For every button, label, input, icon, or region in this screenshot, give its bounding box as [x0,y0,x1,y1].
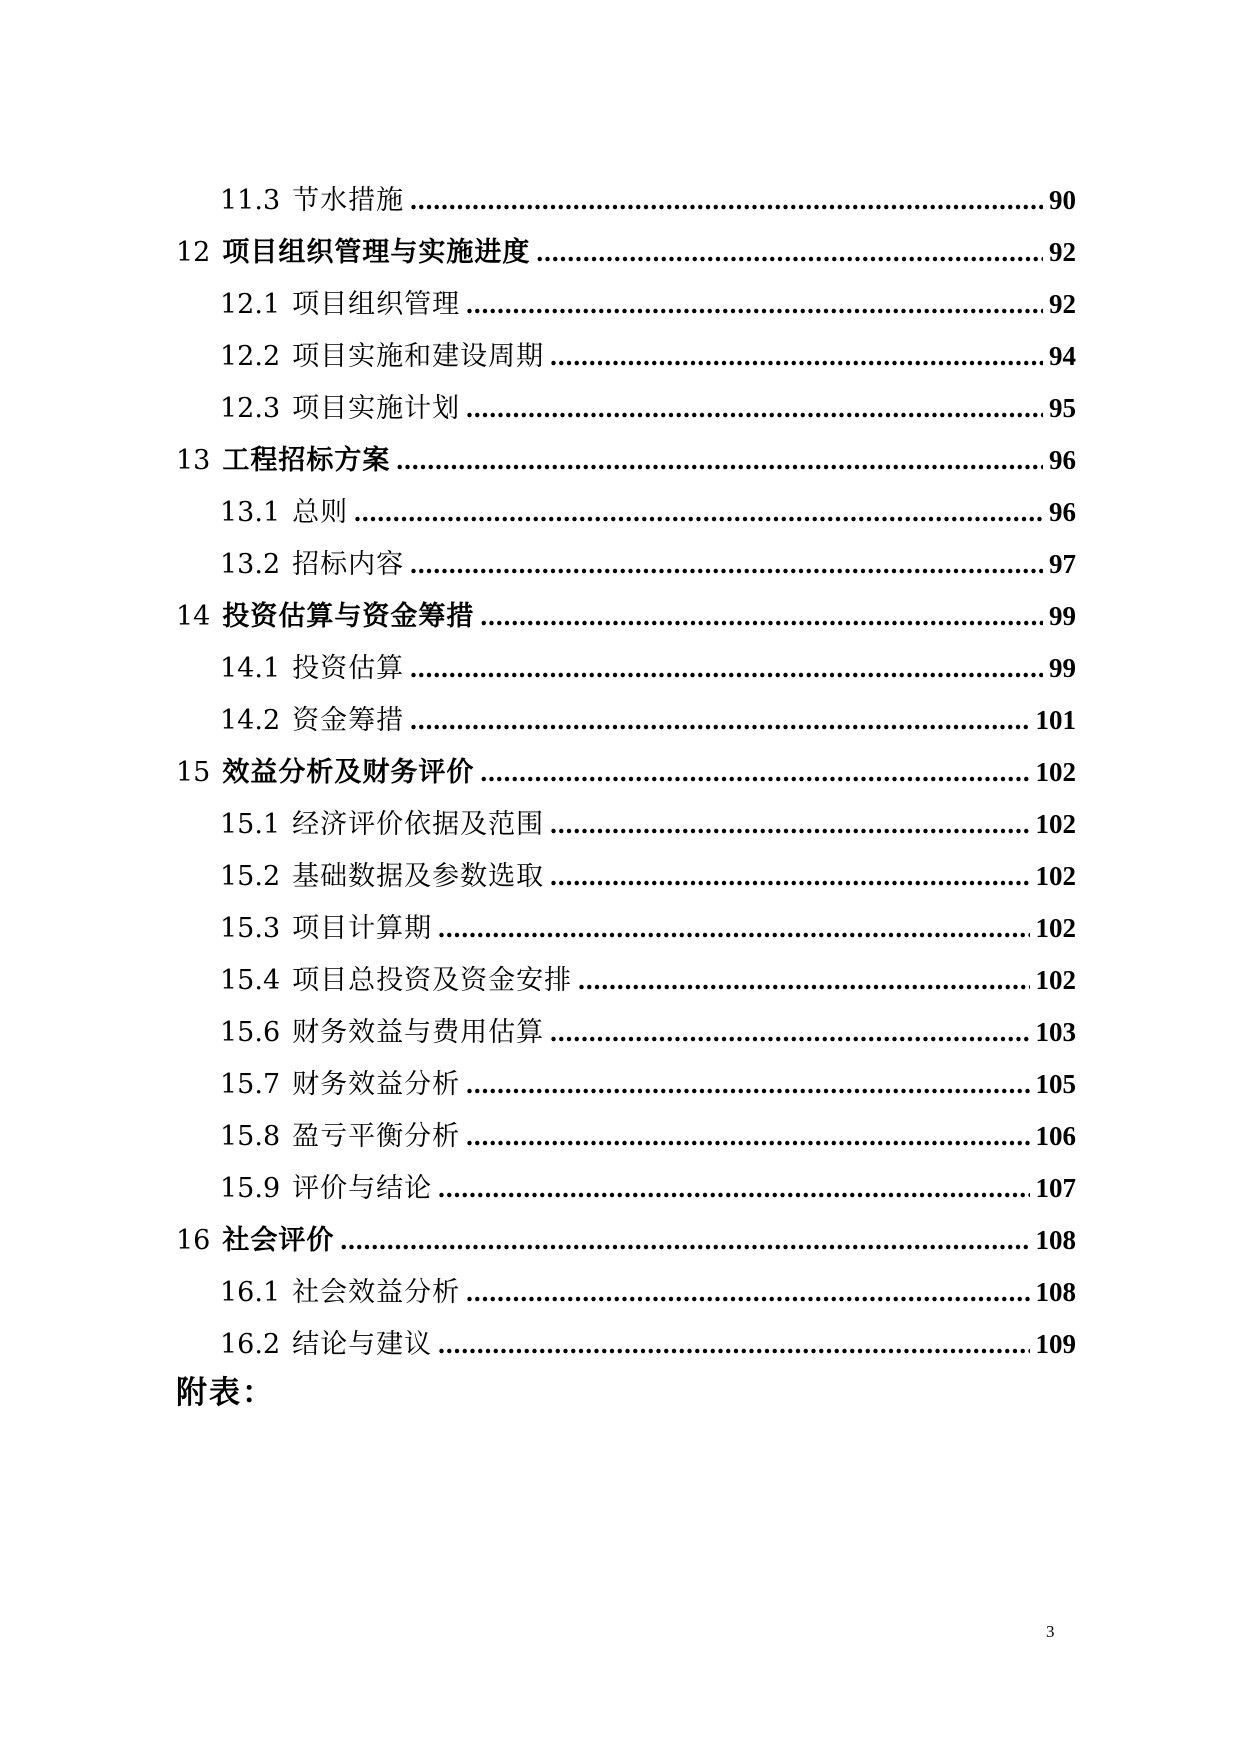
toc-leader-dots [466,1058,1029,1110]
toc-entry-number: 13 [176,445,211,476]
toc-entry-page: 102 [1035,965,1076,995]
toc-leader-dots [396,434,1043,486]
page-number: 3 [1046,1622,1055,1641]
toc-leader-dots [536,226,1043,278]
toc-entry-number: 15.3 [220,913,281,944]
table-of-contents [176,174,1076,1370]
toc-leader-dots [438,1162,1029,1214]
toc-entry-page: 96 [1049,445,1076,475]
toc-entry-title: 评价与结论 [292,1173,433,1204]
toc-entry-page: 102 [1035,757,1076,787]
toc-entry-number: 16.1 [220,1277,281,1308]
toc-entry-number: 15.7 [220,1069,281,1100]
toc-entry-page: 102 [1035,809,1076,839]
toc-entry-page: 105 [1035,1069,1076,1099]
toc-leader-dots [438,902,1029,954]
toc-entry-page: 107 [1035,1173,1076,1203]
toc-entry[interactable] [176,330,1076,382]
toc-entry[interactable] [176,1006,1076,1058]
toc-entry-page: 103 [1035,1017,1076,1047]
toc-entry[interactable] [176,902,1076,954]
toc-leader-dots [354,486,1043,538]
toc-entry-page: 92 [1049,237,1076,267]
toc-leader-dots [550,798,1029,850]
toc-entry-page: 109 [1035,1329,1076,1359]
toc-entry-page: 99 [1049,653,1076,683]
toc-leader-dots [466,382,1043,434]
toc-leader-dots [550,850,1029,902]
appendix-heading: 附表： [176,1375,275,1411]
toc-entry[interactable] [176,174,1076,226]
toc-entry[interactable] [176,1110,1076,1162]
toc-entry-title: 项目计算期 [292,913,433,944]
toc-entry-number: 16 [176,1225,211,1256]
toc-leader-dots [410,694,1029,746]
toc-entry-number: 16.2 [220,1329,281,1360]
toc-entry-number: 15.2 [220,861,281,892]
toc-leader-dots [466,278,1043,330]
toc-entry-number: 12.2 [220,341,281,372]
toc-entry-number: 13.2 [220,549,281,580]
toc-entry[interactable] [176,954,1076,1006]
toc-entry[interactable] [176,278,1076,330]
toc-entry-title: 资金筹措 [292,705,405,736]
toc-entry-page: 90 [1049,185,1076,215]
toc-entry-page: 101 [1035,705,1076,735]
toc-entry-number: 15.1 [220,809,281,840]
toc-entry-title: 总则 [292,497,349,528]
toc-leader-dots [550,330,1043,382]
toc-entry[interactable] [176,694,1076,746]
toc-leader-dots [466,1110,1029,1162]
toc-entry-number: 14 [176,601,211,632]
toc-entry-page: 96 [1049,497,1076,527]
toc-entry-title: 招标内容 [292,549,405,580]
toc-entry-title: 投资估算与资金筹措 [222,601,475,632]
toc-entry-number: 15 [176,757,211,788]
toc-entry-page: 102 [1035,913,1076,943]
toc-entry-number: 15.9 [220,1173,281,1204]
toc-entry[interactable] [176,434,1076,486]
toc-entry-title: 项目实施和建设周期 [292,341,545,372]
toc-leader-dots [578,954,1029,1006]
toc-entry-page: 108 [1035,1277,1076,1307]
toc-leader-dots [410,642,1043,694]
toc-leader-dots [550,1006,1029,1058]
toc-entry[interactable] [176,590,1076,642]
toc-entry-title: 财务效益分析 [292,1069,461,1100]
toc-entry[interactable] [176,850,1076,902]
toc-leader-dots [466,1266,1029,1318]
toc-entry-title: 效益分析及财务评价 [222,757,475,788]
toc-entry[interactable] [176,642,1076,694]
toc-entry[interactable] [176,1214,1076,1266]
toc-entry-page: 108 [1035,1225,1076,1255]
toc-entry[interactable] [176,1162,1076,1214]
toc-entry-title: 盈亏平衡分析 [292,1121,461,1152]
toc-entry-title: 项目组织管理 [292,289,461,320]
toc-entry-page: 106 [1035,1121,1076,1151]
toc-entry-page: 102 [1035,861,1076,891]
toc-entry-title: 社会评价 [222,1225,335,1256]
toc-leader-dots [410,538,1043,590]
toc-entry[interactable] [176,746,1076,798]
toc-entry-title: 投资估算 [292,653,405,684]
toc-entry-title: 社会效益分析 [292,1277,461,1308]
toc-entry[interactable] [176,1266,1076,1318]
toc-entry[interactable] [176,798,1076,850]
toc-entry-number: 14.1 [220,653,281,684]
toc-entry-page: 99 [1049,601,1076,631]
toc-leader-dots [480,746,1029,798]
toc-leader-dots [410,174,1043,226]
toc-entry-title: 工程招标方案 [222,445,391,476]
toc-entry-number: 12 [176,237,211,268]
toc-entry-number: 15.8 [220,1121,281,1152]
toc-entry-page: 92 [1049,289,1076,319]
toc-leader-dots [340,1214,1029,1266]
toc-entry-page: 95 [1049,393,1076,423]
toc-entry-number: 13.1 [220,497,281,528]
toc-entry[interactable] [176,1318,1076,1370]
toc-entry-title: 节水措施 [292,185,405,216]
toc-entry[interactable] [176,538,1076,590]
toc-entry-number: 15.6 [220,1017,281,1048]
toc-entry-page: 97 [1049,549,1076,579]
toc-entry[interactable] [176,486,1076,538]
toc-entry-number: 15.4 [220,965,281,996]
toc-entry-number: 12.1 [220,289,281,320]
toc-entry[interactable] [176,1058,1076,1110]
toc-entry-title: 经济评价依据及范围 [292,809,545,840]
toc-leader-dots [438,1318,1029,1370]
toc-entry-number: 14.2 [220,705,281,736]
toc-entry-title: 财务效益与费用估算 [292,1017,545,1048]
toc-entry-title: 基础数据及参数选取 [292,861,545,892]
toc-entry-title: 项目总投资及资金安排 [292,965,573,996]
toc-entry[interactable] [176,226,1076,278]
toc-entry-title: 项目组织管理与实施进度 [222,237,531,268]
toc-entry-number: 11.3 [220,185,281,216]
toc-entry[interactable] [176,382,1076,434]
toc-entry-page: 94 [1049,341,1076,371]
toc-leader-dots [480,590,1043,642]
toc-entry-number: 12.3 [220,393,281,424]
toc-entry-title: 项目实施计划 [292,393,461,424]
toc-entry-title: 结论与建议 [292,1329,433,1360]
